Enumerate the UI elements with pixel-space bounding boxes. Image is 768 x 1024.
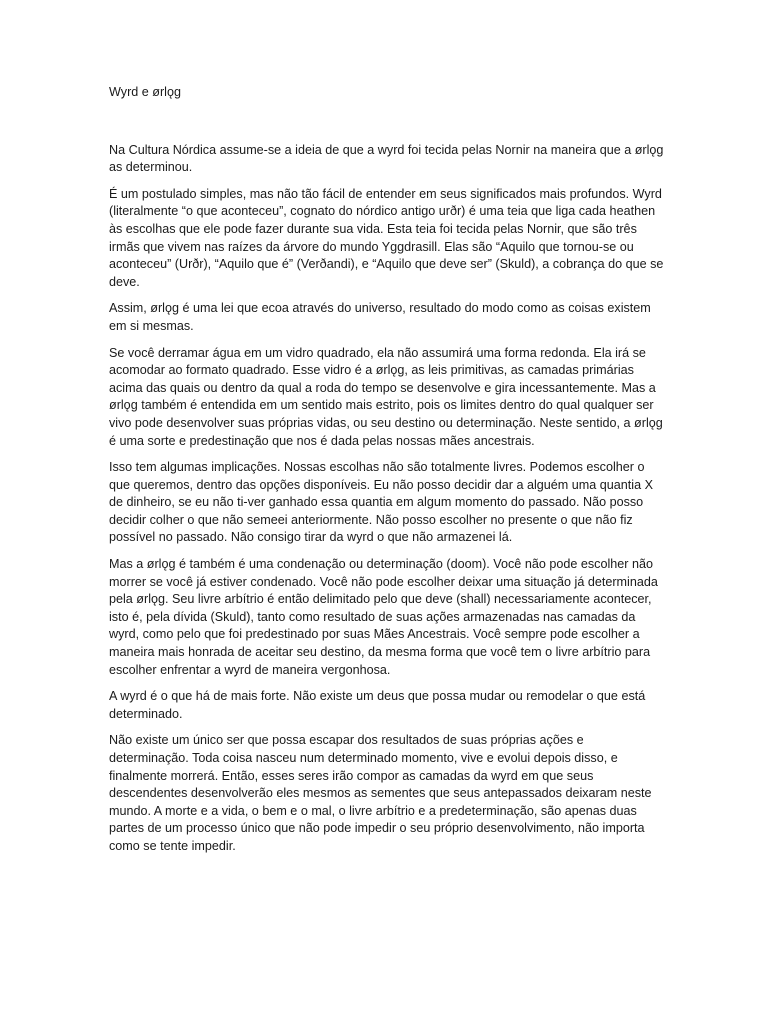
paragraph: A wyrd é o que há de mais forte. Não existe um deus que possa mudar ou remodelar o que está determinado. [109, 689, 646, 721]
document-title: Wyrd e ørlǫg [109, 85, 181, 99]
paragraph: É um postulado simples, mas não tão fácil de entender em seus significados mais profundos. Wyrd (literalmente “o que aconteceu”, cognato do nórdico antigo urðr) é uma teia que liga cada heathen às escolhas que ele pode fazer durante sua vida. Esta teia foi tecida pelas Nornir, que são três irmãs que vivem nas raízes da árvore do mundo Yggdrasill. Elas são “Aquilo que tornou-se ou aconteceu” (Urðr), “Aquilo que é” (Verðandi), e “Aquilo que deve ser” (Skuld), a cobrança do que se deve. [109, 186, 664, 289]
document-body [109, 84, 665, 865]
paragraph: Mas a ørlǫg é também é uma condenação ou determinação (doom). Você não pode escolher não morrer se você já estiver condenado. Você não pode escolher deixar uma situação já determinada pela ørlǫg. Seu livre arbítrio é então delimitado pelo que deve (shall) necessariamente acontecer, isto é, pela dívida (Skuld), tanto como resultado de suas ações armazenadas nas camadas da wyrd, como pelo que foi predestinado por suas Mães Ancestrais. Você sempre pode escolher a maneira mais honrada de aceitar seu destino, da mesma forma que você tem o livre arbítrio para escolher enfrentar a wyrd de maneira vergonhosa. [109, 557, 658, 677]
paragraph: Isso tem algumas implicações. Nossas escolhas não são totalmente livres. Podemos escolher o que queremos, dentro das opções disponíveis. Eu não posso decidir dar a alguém uma quantia X de dinheiro, se eu não ti-ver ganhado essa quantia em algum momento do passado. Não posso decidir colher o que não semeei anteriormente. Não posso escolher no presente o que não fiz possível no passado. Não consigo tirar da wyrd o que não armazenei lá. [109, 460, 653, 545]
paragraph: Na Cultura Nórdica assume-se a ideia de que a wyrd foi tecida pelas Nornir na maneira que a ørlǫg as determinou. [109, 142, 664, 175]
paragraph: Não existe um único ser que possa escapar dos resultados de suas próprias ações e determinação. Toda coisa nasceu num determinado momento, vive e evolui depois disso, e finalmente morrerá. Então, esses seres irão compor as camadas da wyrd em que seus descendentes desenvolverão eles mesmos as sementes que seus antepassados deixaram neste mundo. A morte e a vida, o bem e o mal, o livre arbítrio e a predeterminação, são apenas duas partes de um processo único que não pode impedir o seu próprio desenvolvimento, não importa como se tente impedir. [109, 733, 652, 853]
paragraph: Se você derramar água em um vidro quadrado, ela não assumirá uma forma redonda. Ela irá se acomodar ao formato quadrado. Esse vidro é a ørlǫg, as leis primitivas, as camadas primárias acima das quais ou dentro da qual a roda do tempo se desenvolve e gira incessantemente. Mas a ørlǫg também é entendida em um sentido mais estrito, pois os limites dentro do qual qualquer ser vivo pode desenvolver suas próprias vidas, ou seu destino ou determinação. Neste sentido, a ørlǫg é uma sorte e predestinação que nos é dada pelas nossas mães ancestrais. [109, 345, 663, 448]
paragraph: Assim, ørlǫg é uma lei que ecoa através do universo, resultado do modo como as coisas existem em si mesmas. [109, 301, 651, 333]
